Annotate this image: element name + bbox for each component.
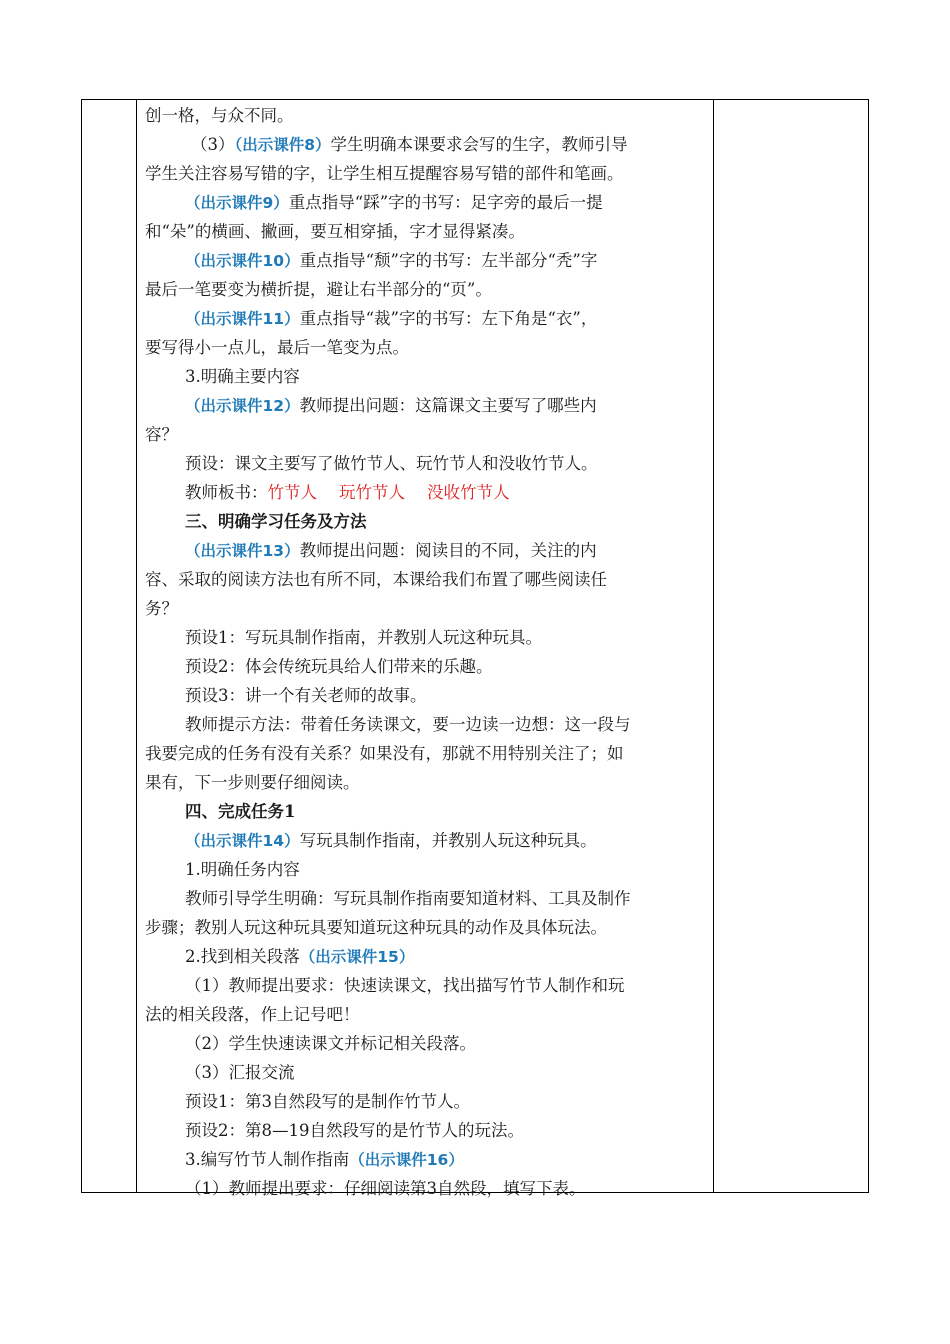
courseware-ref: （出示课件13） [185,542,300,560]
text-line: 最后一笔要变为横折提，避让右半部分的“页”。 [145,280,492,299]
text-line: （1）教师提出要求：快速读课文，找出描写竹节人制作和玩 [185,976,625,995]
section-subheading: 3.明确主要内容 [185,367,300,386]
blackboard-item: 竹节人 [267,483,317,502]
text-line: 果有，下一步则要仔细阅读。 [145,773,360,792]
text-line: （1）教师提出要求：仔细阅读第3自然段，填写下表。 [185,1179,586,1198]
text-line: 预设1：第3自然段写的是制作竹节人。 [185,1092,470,1111]
section-subheading: 1.明确任务内容 [185,860,300,879]
text-line: （出示课件12）教师提出问题：这篇课文主要写了哪些内 [185,396,597,415]
courseware-ref: （出示课件11） [185,310,300,328]
text-line: 法的相关段落，作上记号吧！ [145,1005,360,1024]
text-line: 预设2：体会传统玩具给人们带来的乐趣。 [185,657,493,676]
text-line: 务？ [145,599,178,618]
courseware-ref: （出示课件12） [185,397,300,415]
text-line: 我要完成的任务有没有关系？如果没有，那就不用特别关注了；如 [145,744,624,763]
blackboard-line: 教师板书：竹节人 玩竹节人 没收竹节人 [185,483,510,502]
text-line: 预设2：第8—19自然段写的是竹节人的玩法。 [185,1121,524,1140]
text-line: （出示课件11）重点指导“裁”字的书写：左下角是“衣”， [185,309,598,328]
section-subheading: 2.找到相关段落（出示课件15） [185,947,415,966]
section-heading: 四、完成任务1 [185,802,296,821]
blackboard-item: 没收竹节人 [427,483,510,502]
text-line: 教师引导学生明确：写玩具制作指南要知道材料、工具及制作 [185,889,631,908]
text-line: 教师提示方法：带着任务读课文，要一边读一边想：这一段与 [185,715,631,734]
text-line: （出示课件13）教师提出问题：阅读目的不同，关注的内 [185,541,597,560]
text-line: （出示课件9）重点指导“踩”字的书写：足字旁的最后一提 [185,193,603,212]
text-line: （出示课件10）重点指导“颓”字的书写：左半部分“秃”字 [185,251,598,270]
text-line: 要写得小一点儿，最后一笔变为点。 [145,338,409,357]
courseware-ref: （出示课件10） [185,252,300,270]
section-heading: 三、明确学习任务及方法 [185,512,367,531]
text-line: 学生关注容易写错的字，让学生相互提醒容易写错的部件和笔画。 [145,164,624,183]
text-line: （2）学生快速读课文并标记相关段落。 [185,1034,476,1053]
text-line: （出示课件14）写玩具制作指南，并教别人玩这种玩具。 [185,831,597,850]
section-subheading: 3.编写竹节人制作指南（出示课件16） [185,1150,464,1169]
courseware-ref: （出示课件16） [349,1151,464,1169]
text-line: 容、采取的阅读方法也有所不同，本课给我们布置了哪些阅读任 [145,570,607,589]
courseware-ref: （出示课件9） [185,194,289,212]
text-line: 预设1：写玩具制作指南，并教别人玩这种玩具。 [185,628,542,647]
courseware-ref: （出示课件15） [299,948,415,966]
text-line: 创一格，与众不同。 [145,106,294,125]
blackboard-item: 玩竹节人 [339,483,405,502]
text-line: 容？ [145,425,178,444]
text-line: 步骤；教别人玩这种玩具要知道玩这种玩具的动作及具体玩法。 [145,918,607,937]
courseware-ref: （出示课件14） [185,832,300,850]
text-line: 和“朵”的横画、撇画，要互相穿插，字才显得紧凑。 [145,222,525,241]
text-line: 预设：课文主要写了做竹节人、玩竹节人和没收竹节人。 [185,454,598,473]
text-line: （3）（出示课件8）学生明确本课要求会写的生字，教师引导 [191,135,628,154]
text-line: （3）汇报交流 [185,1063,295,1082]
column-divider-right [713,100,714,1192]
courseware-ref: （出示课件8） [234,136,331,154]
column-divider-left [136,100,137,1192]
lesson-content [145,101,708,1203]
text-line: 预设3：讲一个有关老师的故事。 [185,686,427,705]
